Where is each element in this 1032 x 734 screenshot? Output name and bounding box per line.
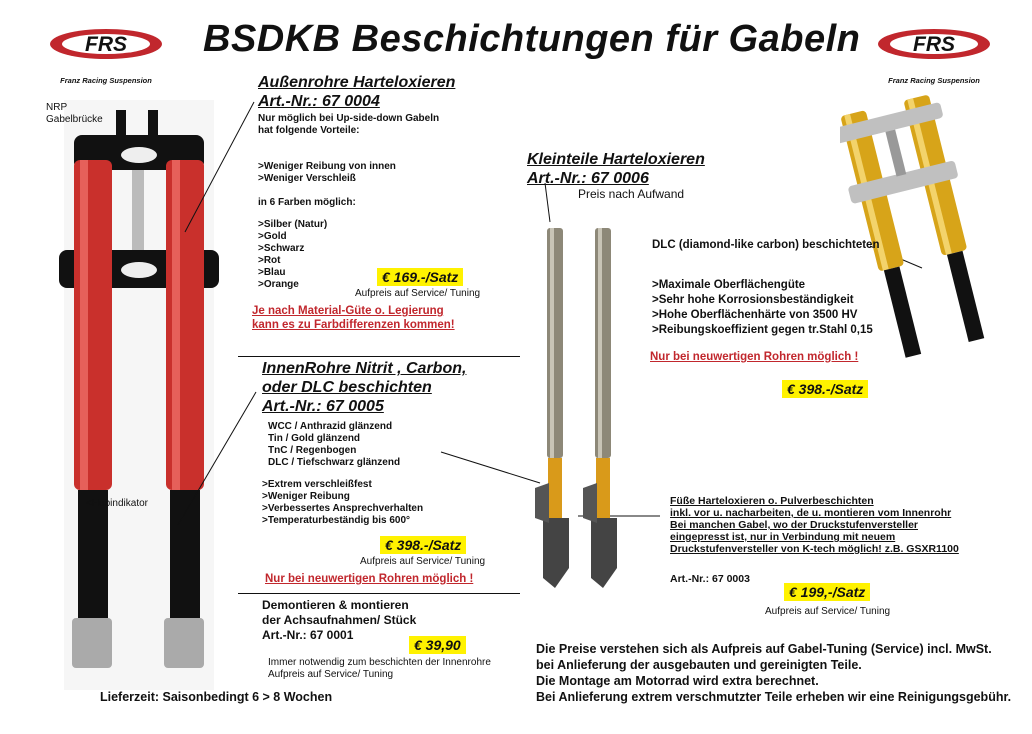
price-note: Preis nach Aufwand	[578, 187, 685, 201]
section-axle-mounts	[262, 598, 416, 643]
warning-line: kann es zu Farbdifferenzen kommen!	[252, 319, 455, 331]
price-badge: € 398.-/Satz	[782, 380, 868, 398]
feet-line: inkl. vor u. nacharbeiten, de u. montieren vom Innenrohr	[670, 507, 952, 519]
price-note: Aufpreis auf Service/ Tuning	[360, 556, 486, 567]
color-item: >Silber (Natur)	[258, 219, 328, 230]
section-title: InnenRohre Nitrit , Carbon,	[262, 360, 467, 377]
price-badge: € 39,90	[409, 636, 466, 654]
logo-subtitle: Franz Racing Suspension	[888, 76, 980, 85]
warning-line: Nur bei neuwertigen Rohren möglich !	[650, 351, 859, 363]
svg-text:FRS: FRS	[913, 33, 955, 56]
price-note: Aufpreis auf Service/ Tuning	[355, 288, 481, 299]
color-item: >Orange	[258, 279, 299, 290]
price-badge: € 398.-/Satz	[380, 536, 466, 554]
feet-line: eingepresst ist, nur in Verbindung mit neuem	[670, 531, 896, 543]
delivery-time: Lieferzeit: Saisonbedingt 6 > 8 Wochen	[100, 690, 333, 704]
warning-line: Nur bei neuwertigen Rohren möglich !	[265, 573, 474, 585]
warning-line: Je nach Material-Güte o. Legierung	[252, 305, 444, 317]
dlc-feature-list	[652, 278, 873, 338]
feature-item: >Hohe Oberflächenhärte von 3500 HV	[652, 309, 858, 321]
service-line: der Achsaufnahmen/ Stück	[262, 613, 417, 627]
advantage-item: >Extrem verschleißfest	[262, 479, 372, 490]
article-number: Art.-Nr.: 67 0003	[670, 573, 750, 585]
feet-line: Druckstufenversteller von K-tech möglich! z.B. GSXR1100	[670, 543, 959, 555]
feature-item: >Reibungskoeffizient gegen tr.Stahl 0,15	[652, 324, 873, 336]
feet-line: Füße Harteloxieren o. Pulverbeschichten	[670, 495, 874, 507]
footer-line: Die Preise verstehen sich als Aufpreis auf Gabel-Tuning (Service) incl. MwSt.	[536, 642, 992, 656]
feet-line: Bei manchen Gabel, wo der Druckstufenversteller	[670, 519, 919, 531]
colors-intro: in 6 Farben möglich:	[258, 197, 356, 208]
section-small-parts	[527, 150, 705, 188]
price-badge: € 169.-/Satz	[377, 268, 463, 286]
article-number: Art.-Nr.: 67 0005	[262, 398, 384, 415]
footer-line: Die Montage am Motorrad wird extra berechnet.	[536, 674, 819, 688]
intro-line: hat folgende Vorteile:	[258, 125, 360, 136]
article-number: Art.-Nr.: 67 0006	[527, 170, 649, 187]
section-title: Außenrohre Harteloxieren	[258, 74, 456, 91]
article-number: Art.-Nr.: 67 0004	[258, 93, 380, 110]
advantage-item: >Weniger Verschleiß	[258, 173, 356, 184]
dlc-title: DLC (diamond-like carbon) beschichteten	[652, 239, 880, 251]
section-title: Kleinteile Harteloxieren	[527, 151, 705, 168]
article-number: Art.-Nr.: 67 0001	[262, 628, 354, 642]
price-badge: € 199,-/Satz	[784, 583, 870, 601]
coating-list	[268, 421, 400, 469]
price-note: Aufpreis auf Service/ Tuning	[765, 606, 891, 617]
footer-line: Bei Anlieferung extrem verschmutzter Teile erheben wir eine Reinigungsgebühr.	[536, 690, 1012, 704]
feature-item: >Sehr hohe Korrosionsbeständigkeit	[652, 294, 854, 306]
silver-fork-image	[535, 218, 645, 603]
footer-notes	[536, 641, 1011, 705]
color-item: >Gold	[258, 231, 287, 242]
hubindikator-label: <Hubindikator	[86, 498, 148, 509]
color-item: >Blau	[258, 267, 286, 278]
note-line: Immer notwendig zum beschichten der Innenrohre	[268, 657, 491, 668]
svg-text:FRS: FRS	[85, 33, 127, 56]
advantage-list	[262, 479, 423, 527]
advantage-item: >Weniger Reibung von innen	[258, 161, 396, 172]
section-feet	[670, 495, 959, 555]
section-title: oder DLC beschichten	[262, 379, 432, 396]
logo-subtitle: Franz Racing Suspension	[60, 76, 152, 85]
coating-item: Tin / Gold glänzend	[268, 433, 361, 444]
service-line: Demontieren & montieren	[262, 598, 409, 612]
note-line: Aufpreis auf Service/ Tuning	[268, 669, 394, 680]
page-title: BSDKB Beschichtungen für Gabeln	[203, 18, 861, 60]
color-item: >Rot	[258, 255, 281, 266]
coating-item: DLC / Tiefschwarz glänzend	[268, 457, 401, 468]
section-inner-tubes	[262, 359, 522, 416]
coating-item: TnC / Regenbogen	[268, 445, 357, 456]
gabelbruecke-label: Gabelbrücke	[46, 114, 103, 125]
color-item: >Schwarz	[258, 243, 305, 254]
divider	[238, 593, 520, 594]
advantage-item: >Verbessertes Ansprechverhalten	[262, 503, 424, 514]
intro-line: Nur möglich bei Up-side-down Gabeln	[258, 113, 440, 124]
feature-item: >Maximale Oberflächengüte	[652, 279, 806, 291]
advantage-item: >Weniger Reibung	[262, 491, 350, 502]
advantage-item: >Temperaturbeständig bis 600°	[262, 515, 411, 526]
divider	[238, 356, 520, 357]
nrp-label: NRP	[46, 102, 68, 113]
coating-item: WCC / Anthrazid glänzend	[268, 421, 393, 432]
footer-line: bei Anlieferung der ausgebauten und gereinigten Teile.	[536, 658, 862, 672]
